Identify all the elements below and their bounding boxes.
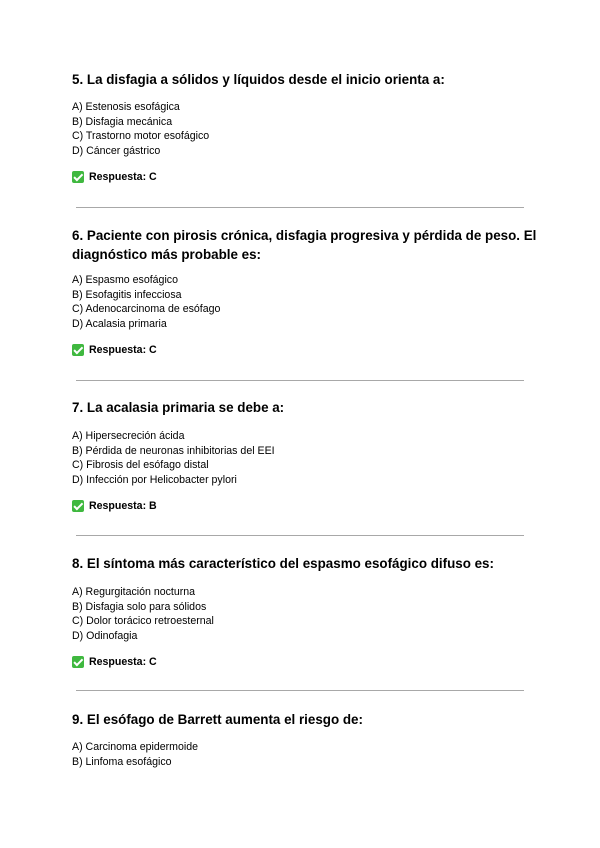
question-6-answer	[72, 343, 542, 357]
answer-text: Respuesta: C	[89, 170, 157, 183]
option: A) Carcinoma epidermoide	[72, 741, 199, 753]
question-5-options	[72, 100, 532, 159]
option: D) Cáncer gástrico	[72, 145, 161, 158]
option: D) Odinofagia	[72, 630, 138, 643]
option: C) Trastorno motor esofágico	[72, 130, 210, 143]
check-mark-icon	[72, 656, 84, 668]
question-9-title: 9. El esófago de Barrett aumenta el riesgo de:	[72, 712, 363, 727]
answer-text: Respuesta: C	[89, 343, 157, 356]
question-7	[72, 398, 532, 513]
option: B) Disfagia solo para sólidos	[72, 600, 207, 613]
answer-text: Respuesta: B	[89, 499, 157, 512]
question-8-options	[72, 585, 532, 644]
question-5	[72, 70, 532, 184]
option: A) Estenosis esofágica	[72, 101, 180, 113]
question-8	[72, 554, 532, 669]
question-6	[72, 226, 542, 357]
question-7-answer	[72, 499, 532, 513]
question-5-title: 5. La disfagia a sólidos y líquidos desde el inicio orienta a:	[72, 72, 445, 87]
option: B) Esofagitis infecciosa	[72, 288, 182, 301]
option: B) Pérdida de neuronas inhibitorias del EEI	[72, 444, 275, 457]
question-6-options	[72, 273, 542, 332]
question-6-title-line-2: diagnóstico más probable es:	[72, 247, 261, 262]
option: C) Fibrosis del esófago distal	[72, 459, 209, 472]
answer-text: Respuesta: C	[89, 655, 157, 668]
question-9	[72, 710, 532, 769]
section-divider	[76, 535, 524, 536]
question-5-answer	[72, 170, 532, 184]
question-7-options	[72, 429, 532, 488]
option: C) Adenocarcinoma de esófago	[72, 303, 221, 316]
question-6-title	[72, 226, 542, 264]
question-7-title: 7. La acalasia primaria se debe a:	[72, 400, 285, 415]
option: A) Espasmo esofágico	[72, 274, 178, 286]
check-mark-icon	[72, 344, 84, 356]
option: D) Infección por Helicobacter pylori	[72, 474, 237, 487]
option: B) Disfagia mecánica	[72, 115, 173, 128]
section-divider	[76, 207, 524, 208]
option: C) Dolor torácico retroesternal	[72, 615, 214, 628]
question-9-options	[72, 740, 532, 769]
section-divider	[76, 380, 524, 381]
question-8-title: 8. El síntoma más característico del espasmo esofágico difuso es:	[72, 556, 494, 571]
option: D) Acalasia primaria	[72, 318, 167, 331]
question-6-title-line-1: 6. Paciente con pirosis crónica, disfagia progresiva y pérdida de peso. El	[72, 228, 537, 243]
option: A) Regurgitación nocturna	[72, 586, 196, 598]
check-mark-icon	[72, 500, 84, 512]
section-divider	[76, 690, 524, 691]
option: B) Linfoma esofágico	[72, 755, 172, 768]
question-8-answer	[72, 655, 532, 669]
check-mark-icon	[72, 171, 84, 183]
option: A) Hipersecreción ácida	[72, 430, 185, 442]
